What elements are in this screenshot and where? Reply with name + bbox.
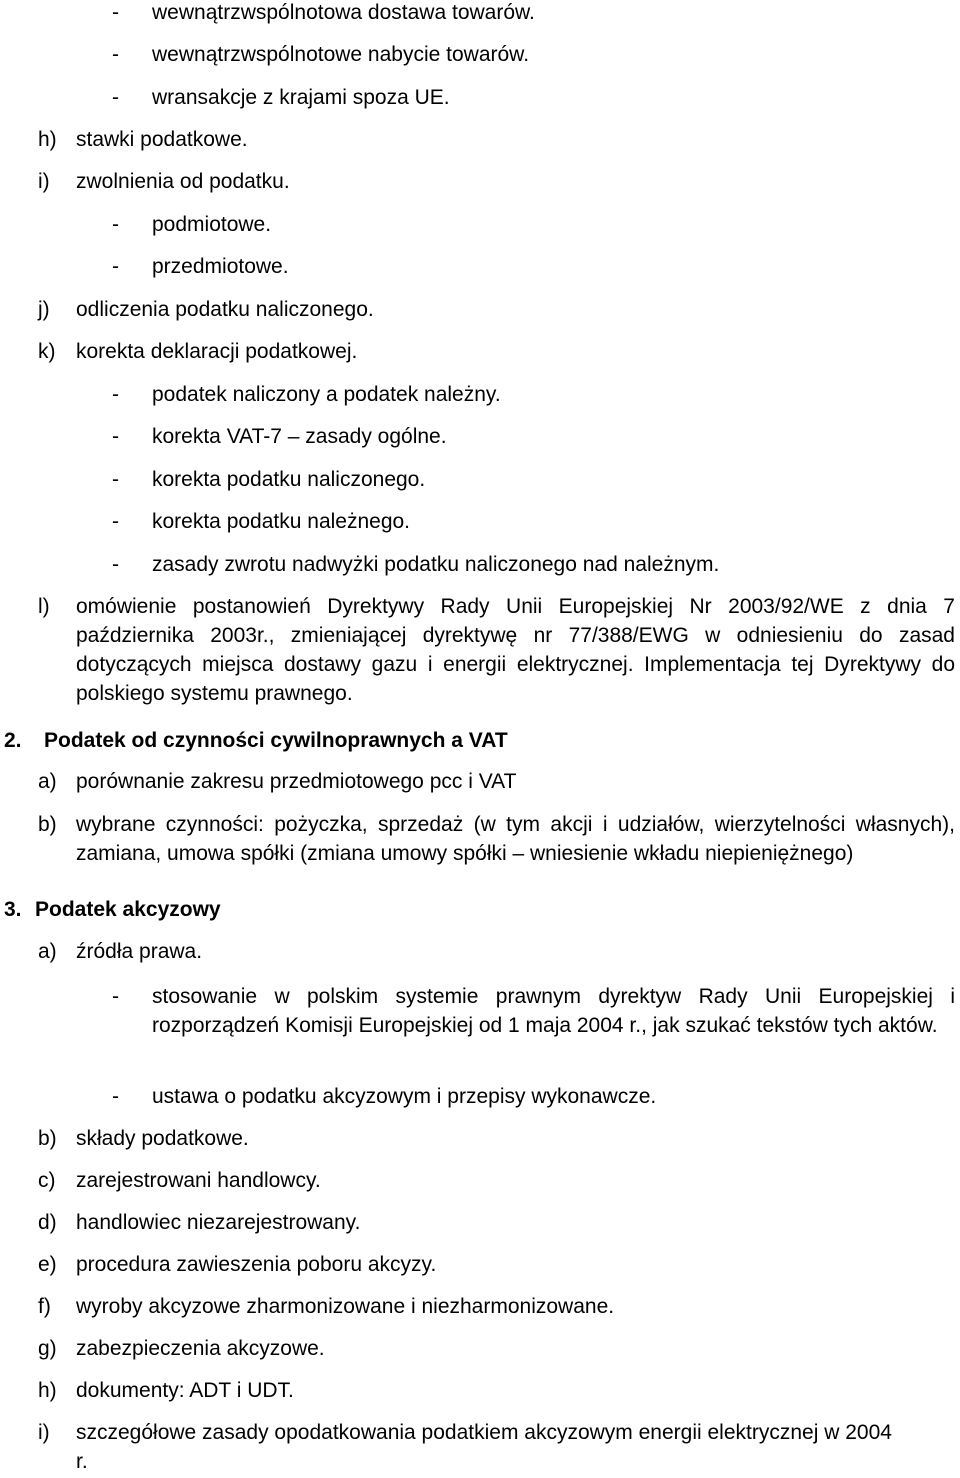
dash-marker: - bbox=[112, 86, 119, 109]
list-item: wewnątrzwspólnotowa dostawa towarów. bbox=[152, 1, 535, 24]
list-item: korekta deklaracji podatkowej. bbox=[76, 340, 358, 363]
list-item: zasady zwrotu nadwyżki podatku naliczonego nad należnym. bbox=[152, 553, 720, 576]
list-item: porównanie zakresu przedmiotowego pcc i VAT bbox=[76, 770, 517, 793]
list-item: zabezpieczenia akcyzowe. bbox=[76, 1337, 325, 1360]
list-item: korekta podatku należnego. bbox=[152, 510, 411, 533]
list-item: korekta VAT-7 – zasady ogólne. bbox=[152, 425, 447, 448]
list-item: ustawa o podatku akcyzowym i przepisy wykonawcze. bbox=[152, 1085, 657, 1108]
section-number: 2. bbox=[4, 729, 22, 752]
list-item: wewnątrzwspólnotowe nabycie towarów. bbox=[152, 43, 530, 66]
list-item: odliczenia podatku naliczonego. bbox=[76, 298, 374, 321]
list-item-paragraph: stosowanie w polskim systemie prawnym dyrektyw Rady Unii Europejskiej i rozporządzeń Komisji Europejskiej od 1 maja 2004 r., jak szukać tekstów tych aktów. bbox=[152, 985, 955, 1037]
list-marker: e) bbox=[38, 1253, 57, 1276]
list-marker: i) bbox=[38, 170, 50, 193]
list-marker: a) bbox=[38, 770, 57, 793]
list-item: dokumenty: ADT i UDT. bbox=[76, 1379, 294, 1402]
list-item: podmiotowe. bbox=[152, 213, 272, 236]
list-item: źródła prawa. bbox=[76, 940, 203, 963]
list-item: korekta podatku naliczonego. bbox=[152, 468, 426, 491]
list-marker: c) bbox=[38, 1169, 56, 1192]
list-item: zwolnienia od podatku. bbox=[76, 170, 290, 193]
dash-marker: - bbox=[112, 255, 119, 278]
list-item: wransakcje z krajami spoza UE. bbox=[152, 86, 450, 109]
dash-marker: - bbox=[112, 553, 119, 576]
list-marker: b) bbox=[38, 1127, 57, 1150]
section-heading: Podatek akcyzowy bbox=[35, 898, 221, 921]
list-marker: l) bbox=[38, 595, 50, 618]
list-marker: a) bbox=[38, 940, 57, 963]
list-marker: h) bbox=[38, 128, 57, 151]
dash-marker: - bbox=[112, 43, 119, 66]
list-item: składy podatkowe. bbox=[76, 1127, 249, 1150]
dash-marker: - bbox=[112, 510, 119, 533]
list-marker: k) bbox=[38, 340, 56, 363]
list-item-paragraph: szczegółowe zasady opodatkowania podatkiem akcyzowym energii elektrycznej w 2004 r. bbox=[76, 1421, 892, 1473]
list-marker: d) bbox=[38, 1211, 57, 1234]
list-marker: j) bbox=[38, 298, 50, 321]
list-item: podatek naliczony a podatek należny. bbox=[152, 383, 501, 406]
dash-marker: - bbox=[112, 468, 119, 491]
section-number: 3. bbox=[4, 898, 22, 921]
list-item: przedmiotowe. bbox=[152, 255, 289, 278]
list-marker: f) bbox=[38, 1295, 51, 1318]
list-item-paragraph: wybrane czynności: pożyczka, sprzedaż (w tym akcji i udziałów, wierzytelności własnych), zamiana, umowa spółki (zmiana umowy spółki – wniesienie wkładu niepieniężnego) bbox=[76, 813, 955, 865]
list-item: stawki podatkowe. bbox=[76, 128, 248, 151]
dash-marker: - bbox=[112, 1, 119, 24]
list-marker: b) bbox=[38, 813, 57, 836]
list-item: handlowiec niezarejestrowany. bbox=[76, 1211, 361, 1234]
list-item: wyroby akcyzowe zharmonizowane i niezharmonizowane. bbox=[76, 1295, 615, 1318]
list-marker: i) bbox=[38, 1421, 50, 1444]
list-item: procedura zawieszenia poboru akcyzy. bbox=[76, 1253, 437, 1276]
dash-marker: - bbox=[112, 425, 119, 448]
list-marker: h) bbox=[38, 1379, 57, 1402]
dash-marker: - bbox=[112, 985, 119, 1008]
dash-marker: - bbox=[112, 1085, 119, 1108]
list-item-paragraph: omówienie postanowień Dyrektywy Rady Unii Europejskiej Nr 2003/92/WE z dnia 7 października 2003r., zmieniającej dyrektywę nr 77/388/EWG w odniesieniu do zasad dotyczących miejsca dostawy gazu i energii elektrycznej. Implementacja tej Dyrektywy do polskiego systemu prawnego. bbox=[76, 595, 955, 705]
list-marker: g) bbox=[38, 1337, 57, 1360]
dash-marker: - bbox=[112, 383, 119, 406]
list-item: zarejestrowani handlowcy. bbox=[76, 1169, 321, 1192]
section-heading: Podatek od czynności cywilnoprawnych a VAT bbox=[44, 729, 508, 752]
dash-marker: - bbox=[112, 213, 119, 236]
